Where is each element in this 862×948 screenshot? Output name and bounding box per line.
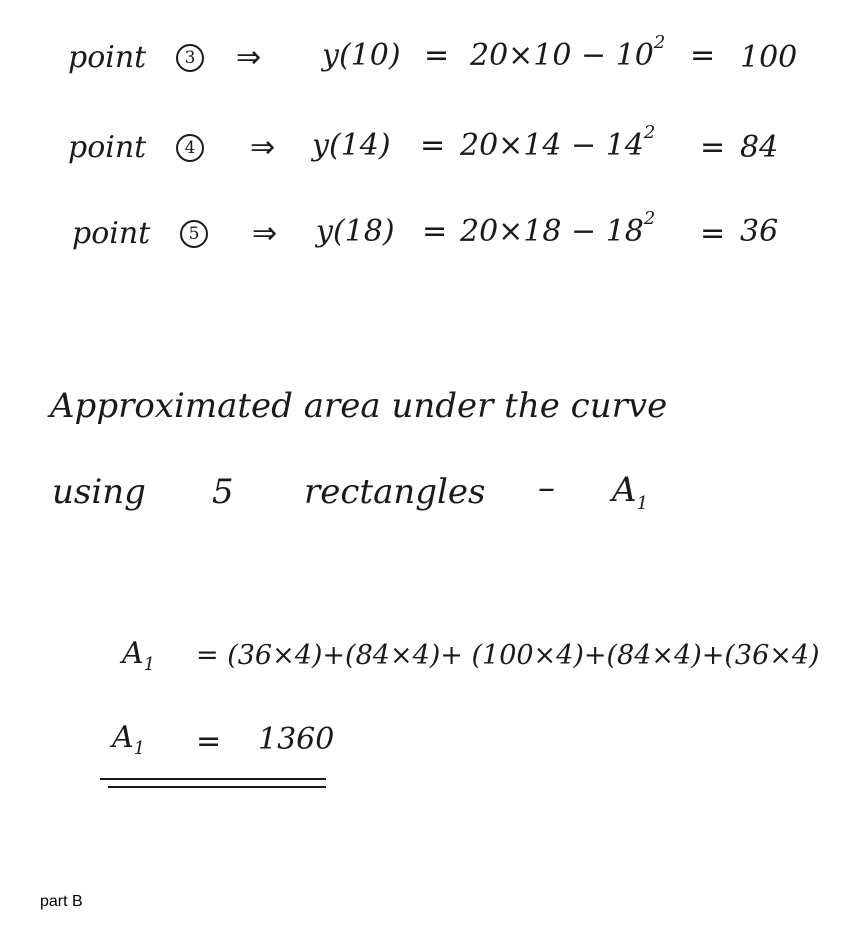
dash: – <box>538 468 555 508</box>
equals-sign: = <box>690 38 716 73</box>
function-value: y(14) <box>312 128 391 163</box>
implies-arrow: ⇒ <box>236 40 262 75</box>
point-label: point <box>68 130 147 165</box>
point-label: point <box>72 216 151 251</box>
circled-number: 5 <box>180 220 208 248</box>
result-value: 84 <box>740 130 779 165</box>
circled-number: 3 <box>176 44 204 72</box>
area-symbol: $A_1$ <box>612 470 649 514</box>
point-label: point <box>68 40 147 75</box>
function-value: y(18) <box>316 214 395 249</box>
result-value: 100 <box>740 40 798 75</box>
caption-label: part B <box>40 893 83 910</box>
implies-arrow: ⇒ <box>252 216 278 251</box>
result-equals: = <box>196 724 222 759</box>
function-value: y(10) <box>322 38 401 73</box>
circled-number: 4 <box>176 134 204 162</box>
formula-rhs: = (36×4)+(84×4)+ (100×4)+(84×4)+(36×4) <box>196 640 820 671</box>
equals-sign: = <box>424 38 450 73</box>
result-value: 1360 <box>258 722 335 757</box>
word-rectangles: rectangles <box>304 472 486 512</box>
expression: $20\times 18 - 18^2$ <box>460 208 656 249</box>
implies-arrow: ⇒ <box>250 130 276 165</box>
equals-sign: = <box>420 128 446 163</box>
description-line-1: Approximated area under the curve <box>50 386 668 426</box>
equals-sign: = <box>700 216 726 251</box>
result-value: 36 <box>740 214 779 249</box>
double-underline-bottom <box>108 786 326 788</box>
equals-sign: = <box>422 214 448 249</box>
rectangle-count: 5 <box>212 472 234 512</box>
word-using: using <box>52 472 146 512</box>
double-underline-top <box>100 778 326 780</box>
formula-lhs: $A_1$ <box>122 636 156 675</box>
expression: $20\times 14 - 14^2$ <box>460 122 656 163</box>
expression: $20\times 10 - 10^2$ <box>470 32 666 73</box>
equals-sign: = <box>700 130 726 165</box>
result-lhs: $A_1$ <box>112 720 146 759</box>
